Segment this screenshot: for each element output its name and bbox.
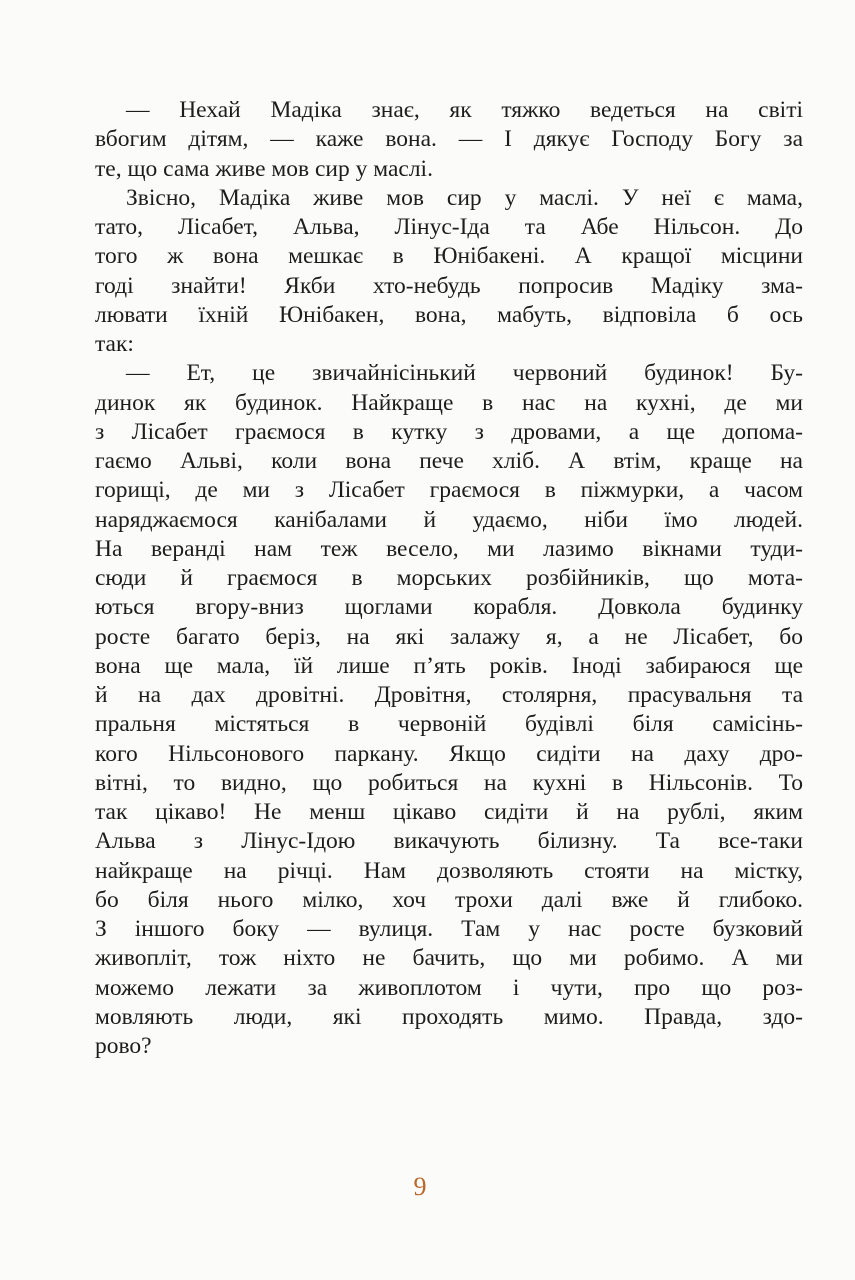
text-line: горищі, де ми з Лісабет граємося в піжмурки, а часом <box>95 477 803 504</box>
text-line: з Лісабет граємося в кутку з дровами, а ще допома- <box>95 418 803 445</box>
text-line: так: <box>95 331 134 357</box>
text-line: — Нехай Мадіка знає, як тяжко ведеться на світі <box>126 97 803 123</box>
text-line: бо біля нього мілко, хоч трохи далі вже й глибоко. <box>95 886 803 913</box>
text-line: найкраще на річці. Нам дозволяють стояти на містку, <box>95 857 803 884</box>
text-line: вона ще мала, їй лише п’ять років. Іноді забираюся ще <box>95 652 803 679</box>
page-number: 9 <box>413 1172 427 1201</box>
body-text <box>95 96 803 1061</box>
text-line: Звісно, Мадіка живе мов сир у маслі. У неї є мама, <box>126 184 803 211</box>
paragraph <box>95 359 803 1061</box>
text-line: ються вгору-вниз щоглами корабля. Довкола будинку <box>95 594 803 621</box>
text-line: рово? <box>95 1033 152 1059</box>
text-line: З іншого боку — вулиця. Там у нас росте бузковий <box>95 916 803 942</box>
text-line: пральня містяться в червоній будівлі біля самісінь- <box>95 711 803 738</box>
text-line: гаємо Альві, коли вона пече хліб. А втім, краще на <box>95 448 803 474</box>
text-line: динок як будинок. Найкраще в нас на кухні, де ми <box>95 389 803 416</box>
text-line: росте багато беріз, на які залажу я, а не Лісабет, бо <box>95 623 803 650</box>
text-line: те, що сама живе мов сир у маслі. <box>95 155 433 182</box>
text-line: кого Нільсонового паркану. Якщо сидіти на даху дро- <box>95 740 803 767</box>
text-line: сюди й граємося в морських розбійників, що мота- <box>95 565 803 591</box>
text-line: наряджаємося канібалами й удаємо, ніби їмо людей. <box>95 506 803 533</box>
text-line: годі знайти! Якби хто-небудь попросив Мадіку зма- <box>95 272 803 299</box>
text-line: живопліт, тож ніхто не бачить, що ми робимо. А ми <box>95 945 803 972</box>
paragraph <box>95 96 803 184</box>
text-line: — Ет, це звичайнісінький червоний будинок! Бу- <box>126 360 803 387</box>
text-line: вбогим дітям, — каже вона. — І дякує Господу Богу за <box>95 126 803 153</box>
text-line: того ж вона мешкає в Юнібакені. А кращої місцини <box>95 243 803 270</box>
paragraph <box>95 184 803 360</box>
text-line: й на дах дровітні. Дровітня, столярня, прасувальня та <box>95 682 803 708</box>
text-line: вітні, то видно, що робиться на кухні в Нільсонів. То <box>95 769 803 796</box>
text-line: Альва з Лінус-Ідою викачують білизну. Та все-таки <box>95 828 803 855</box>
text-line: На веранді нам теж весело, ми лазимо вікнами туди- <box>95 535 803 562</box>
text-line: лювати їхній Юнібакен, вона, мабуть, відповіла б ось <box>95 301 803 328</box>
text-line: мовляють люди, які проходять мимо. Правда, здо- <box>95 1003 803 1030</box>
text-line: так цікаво! Не менш цікаво сидіти й на рублі, яким <box>95 799 803 825</box>
text-line: можемо лежати за живоплотом і чути, про що роз- <box>95 974 803 1001</box>
text-line: тато, Лісабет, Альва, Лінус-Іда та Абе Нільсон. До <box>95 214 803 240</box>
